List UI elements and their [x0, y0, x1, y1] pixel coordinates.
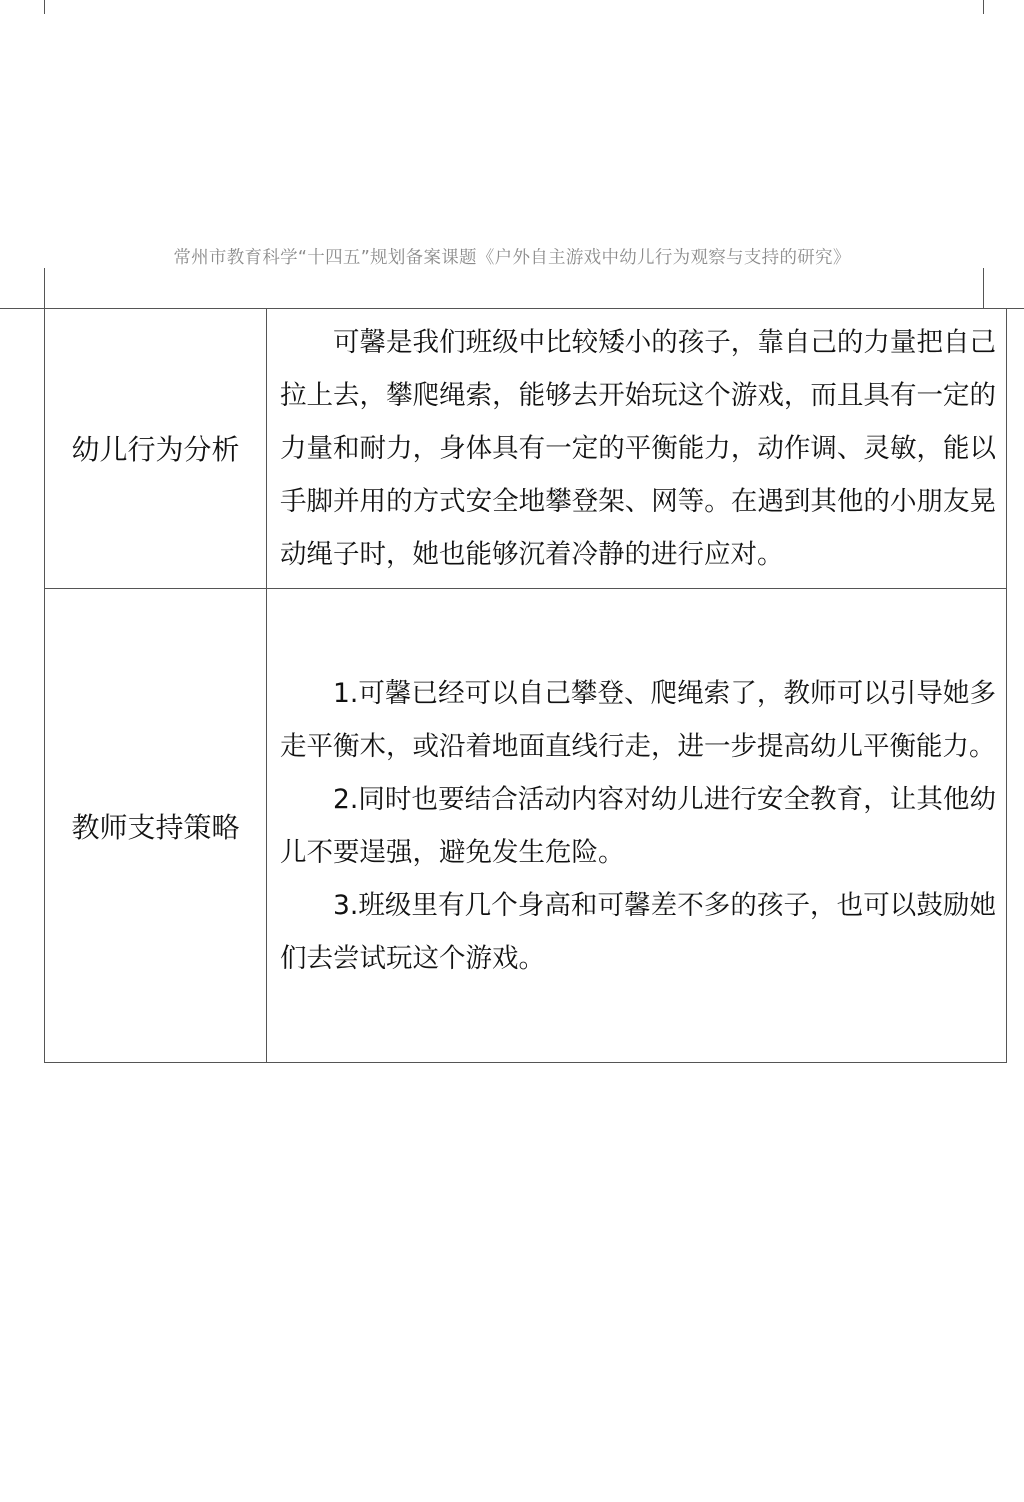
strategy-paragraph-2: 2.同时也要结合活动内容对幼儿进行安全教育，让其他幼儿不要逞强，避免发生危险。 [280, 783, 996, 868]
strategy-paragraph-1: 1.可馨已经可以自己攀登、爬绳索了，教师可以引导她多走平衡木，或沿着地面直线行走，进一步提高幼儿平衡能力。 [280, 677, 996, 762]
observation-table [44, 308, 1007, 1063]
row-label-teacher-strategy: 教师支持策略 [45, 589, 267, 1063]
table-row-teacher-strategy [45, 589, 1007, 1063]
behavior-analysis-content [267, 308, 1007, 589]
table-row-behavior-analysis [45, 308, 1007, 589]
crop-mark-right [983, 268, 984, 308]
analysis-paragraph-1: 可馨是我们班级中比较矮小的孩子，靠自己的力量把自己拉上去，攀爬绳索，能够去开始玩这个游戏，而且具有一定的力量和耐力，身体具有一定的平衡能力，动作调、灵敏，能以手脚并用的方式安全地攀登架、网等。在遇到其他的小朋友晃动绳子时，她也能够沉着冷静的进行应对。 [280, 326, 996, 570]
crop-mark-top-right [983, 0, 984, 14]
page-header-title: 常州市教育科学“十四五”规划备案课题《户外自主游戏中幼儿行为观察与支持的研究》 [173, 248, 851, 268]
teacher-strategy-content [267, 589, 1007, 1063]
crop-mark-left [44, 268, 45, 308]
row-label-behavior-analysis: 幼儿行为分析 [45, 308, 267, 589]
strategy-paragraph-3: 3.班级里有几个身高和可馨差不多的孩子，也可以鼓励她们去尝试玩这个游戏。 [280, 889, 996, 974]
crop-mark-top-left [44, 0, 45, 14]
